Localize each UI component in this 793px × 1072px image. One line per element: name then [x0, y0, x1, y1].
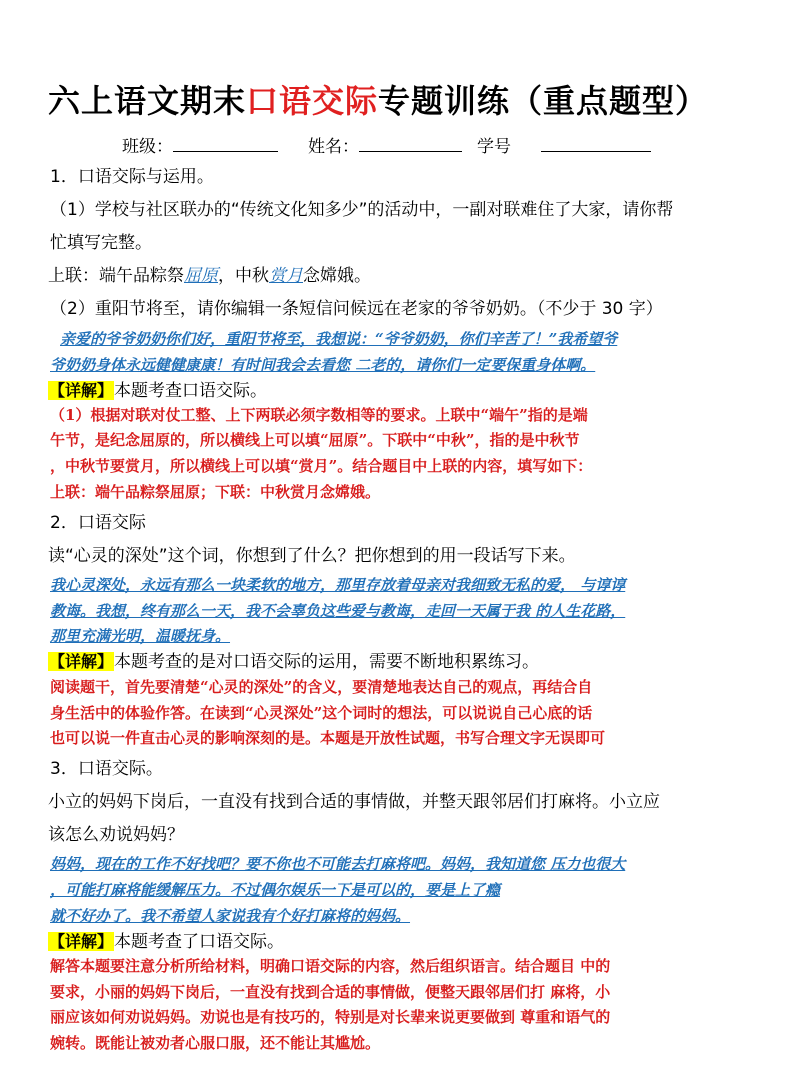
- q2-analysis-line: 也可以说一件直击心灵的影响深刻的是。本题是开放性试题，书写合理文字无误即可: [50, 729, 606, 747]
- q1-analysis-line: （1）根据对联对仗工整、上下两联必须字数相等的要求。上联中“端午”指的是端: [50, 406, 588, 424]
- q3-analysis-line: 要求，小丽的妈妈下岗后，一直没有找到合适的事情做，便整天跟邻居们打 麻将，小: [50, 983, 611, 1001]
- number-label: 学号: [477, 137, 511, 157]
- class-blank[interactable]: [173, 137, 278, 152]
- class-field: [122, 132, 278, 157]
- detail-text: 本题考查口语交际。: [114, 381, 268, 401]
- q1-couplet: [48, 264, 371, 288]
- name-blank[interactable]: [359, 137, 462, 152]
- q1-answer-line1: 亲爱的爷爷奶奶你们好，重阳节将至，我想说：“爷爷奶奶，你们辛苦了！”我希望爷: [60, 330, 618, 348]
- detail-text: 本题考查的是对口语交际的运用，需要不断地积累练习。: [114, 652, 540, 672]
- couplet-suffix: 念嫦娥。: [303, 266, 371, 286]
- q1-analysis-line: ，中秋节要赏月，所以横线上可以填“赏月”。结合题目中上联的内容，填写如下：: [50, 457, 593, 475]
- detail-tag: 【详解】: [49, 932, 114, 951]
- q3-detail: [48, 930, 284, 954]
- q1-sub1-line1: （1）学校与社区联办的“传统文化知多少”的活动中，一副对联难住了大家，请你帮: [50, 200, 674, 220]
- q2-analysis-line: 身生活中的体验作答。在读到“心灵深处”这个词时的想法，可以说说自己心底的话: [50, 704, 593, 722]
- q3-answer-line: 妈妈，现在的工作不好找吧？要不你也不可能去打麻将吧。妈妈，我知道您 压力也很大: [50, 855, 626, 873]
- couplet-prefix: 上联：端午品粽祭: [48, 266, 184, 286]
- detail-tag: 【详解】: [49, 652, 114, 671]
- couplet-mid: ，中秋: [218, 266, 269, 286]
- q1-heading: 1．口语交际与运用。: [50, 167, 214, 187]
- q1-detail: [48, 379, 267, 403]
- title-highlight: 口语交际: [246, 82, 379, 120]
- detail-tag: 【详解】: [49, 381, 114, 400]
- title-part1: 六上语文期末: [48, 82, 247, 120]
- name-field: [308, 132, 462, 157]
- q2-answer-line: 我心灵深处，永远有那么一块柔软的地方，那里存放着母亲对我细致无私的爱， 与谆谆: [50, 576, 626, 594]
- q1-analysis-line: 午节，是纪念屈原的，所以横线上可以填“屈原”。下联中“中秋”，指的是中秋节: [50, 431, 580, 449]
- number-field: [477, 132, 651, 157]
- q2-answer-line: 教诲。我想，终有那么一天，我不会辜负这些爱与教诲，走回一天属于我 的人生花路，: [50, 602, 626, 620]
- q2-detail: [48, 650, 539, 674]
- q1-answer-line2: 爷奶奶身体永远健健康康！有时间我会去看您 二老的，请你们一定要保重身体啊。: [50, 356, 596, 374]
- class-label: 班级：: [122, 137, 173, 157]
- q3-analysis-line: 婉转。既能让被劝者心服口服，还不能让其尴尬。: [50, 1034, 381, 1052]
- q2-prompt: 读“心灵的深处”这个词，你想到了什么？把你想到的用一段话写下来。: [48, 546, 576, 566]
- q1-analysis-line: 上联：端午品粽祭屈原；下联：中秋赏月念嫦娥。: [50, 483, 381, 501]
- q3-answer-line: ，可能打麻将能缓解压力。不过偶尔娱乐一下是可以的，要是上了瘾: [50, 881, 501, 899]
- q3-analysis-line: 丽应该如何劝说妈妈。劝说也是有技巧的，特别是对长辈来说更要做到 尊重和语气的: [50, 1008, 611, 1026]
- q3-heading: 3．口语交际。: [50, 759, 163, 779]
- title-part2: 专题训练（重点题型）: [378, 82, 709, 120]
- couplet-fill-2: 赏月: [269, 266, 303, 286]
- couplet-fill-1: 屈原: [184, 266, 218, 286]
- q3-analysis-line: 解答本题要注意分析所给材料，明确口语交际的内容，然后组织语言。结合题目 中的: [50, 957, 611, 975]
- q3-answer-line: 就不好办了。我不希望人家说我有个好打麻将的妈妈。: [50, 907, 411, 925]
- detail-text: 本题考查了口语交际。: [114, 932, 285, 952]
- q1-sub2: （2）重阳节将至，请你编辑一条短信问候远在老家的爷爷奶奶。（不少于 30 字）: [50, 299, 663, 319]
- q2-answer-line: 那里充满光明，温暖抚身。: [50, 627, 231, 645]
- number-blank[interactable]: [541, 137, 651, 152]
- q2-heading: 2．口语交际: [50, 513, 146, 533]
- q1-sub1-line2: 忙填写完整。: [50, 233, 152, 253]
- page-title: [48, 76, 708, 122]
- q3-prompt-line2: 该怎么劝说妈妈？: [48, 825, 184, 845]
- q3-prompt-line1: 小立的妈妈下岗后，一直没有找到合适的事情做，并整天跟邻居们打麻将。小立应: [48, 792, 660, 812]
- q2-analysis-line: 阅读题干，首先要清楚“心灵的深处”的含义，要清楚地表达自己的观点，再结合自: [50, 678, 593, 696]
- name-label: 姓名：: [308, 137, 359, 157]
